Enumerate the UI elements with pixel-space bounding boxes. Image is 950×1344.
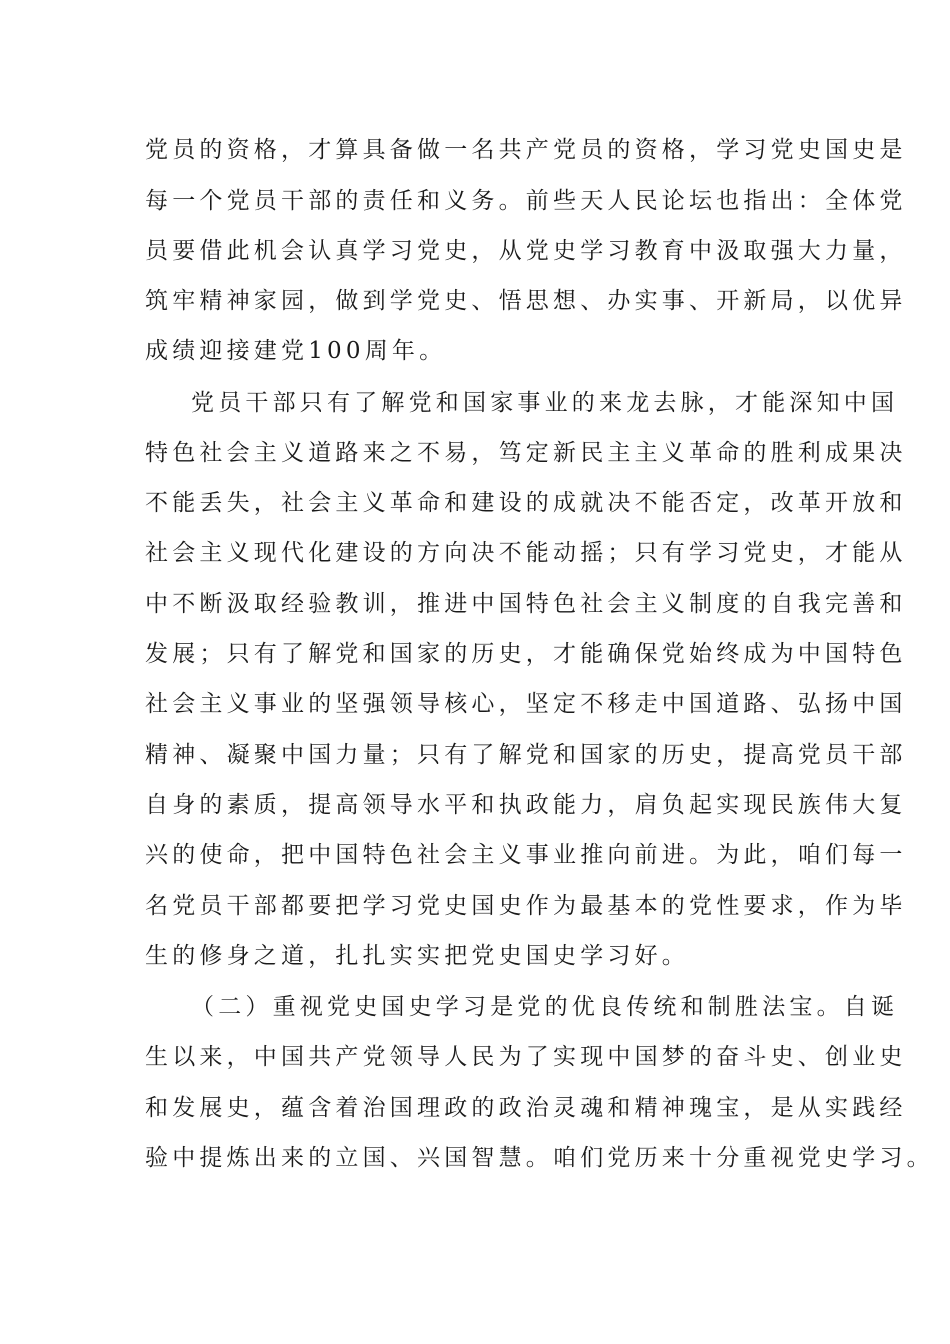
text-line: 党员的资格，才算具备做一名共产党员的资格，学习党史国史是 <box>145 137 907 163</box>
text-line: 自身的素质，提高领导水平和执政能力，肩负起实现民族伟大复 <box>145 792 907 818</box>
text-line: 生的修身之道，扎扎实实把党史国史学习好。 <box>145 943 689 969</box>
text-line: 员要借此机会认真学习党史，从党史学习教育中汲取强大力量， <box>145 238 907 264</box>
text-line: 精神、凝聚中国力量；只有了解党和国家的历史，提高党员干部 <box>145 742 907 768</box>
text-line: 兴的使命，把中国特色社会主义事业推向前进。为此，咱们每一 <box>145 842 907 868</box>
text-line: 每一个党员干部的责任和义务。前些天人民论坛也指出：全体党 <box>145 188 907 214</box>
section-heading-line: （二）重视党史国史学习是党的优良传统和制胜法宝。自诞 <box>191 994 899 1020</box>
text-line: 生以来，中国共产党领导人民为了实现中国梦的奋斗史、创业史 <box>145 1044 907 1070</box>
text-line: 发展；只有了解党和国家的历史，才能确保党始终成为中国特色 <box>145 641 907 667</box>
text-line: 名党员干部都要把学习党史国史作为最基本的党性要求，作为毕 <box>145 893 907 919</box>
text-line: 和发展史，蕴含着治国理政的政治灵魂和精神瑰宝，是从实践经 <box>145 1095 907 1121</box>
text-line: 中不断汲取经验教训，推进中国特色社会主义制度的自我完善和 <box>145 591 907 617</box>
text-line: 成绩迎接建党100周年。 <box>145 338 447 364</box>
text-line: 社会主义事业的坚强领导核心，坚定不移走中国道路、弘扬中国 <box>145 691 907 717</box>
paragraph-first-line: 党员干部只有了解党和国家事业的来龙去脉，才能深知中国 <box>191 390 899 416</box>
text-line: 特色社会主义道路来之不易，笃定新民主主义革命的胜利成果决 <box>145 440 907 466</box>
text-line: 不能丢失，社会主义革命和建设的成就决不能否定，改革开放和 <box>145 490 907 516</box>
text-line: 验中提炼出来的立国、兴国智慧。咱们党历来十分重视党史学习。 <box>145 1145 934 1171</box>
text-line: 社会主义现代化建设的方向决不能动摇；只有学习党史，才能从 <box>145 540 907 566</box>
text-line: 筑牢精神家园，做到学党史、悟思想、办实事、开新局，以优异 <box>145 288 907 314</box>
